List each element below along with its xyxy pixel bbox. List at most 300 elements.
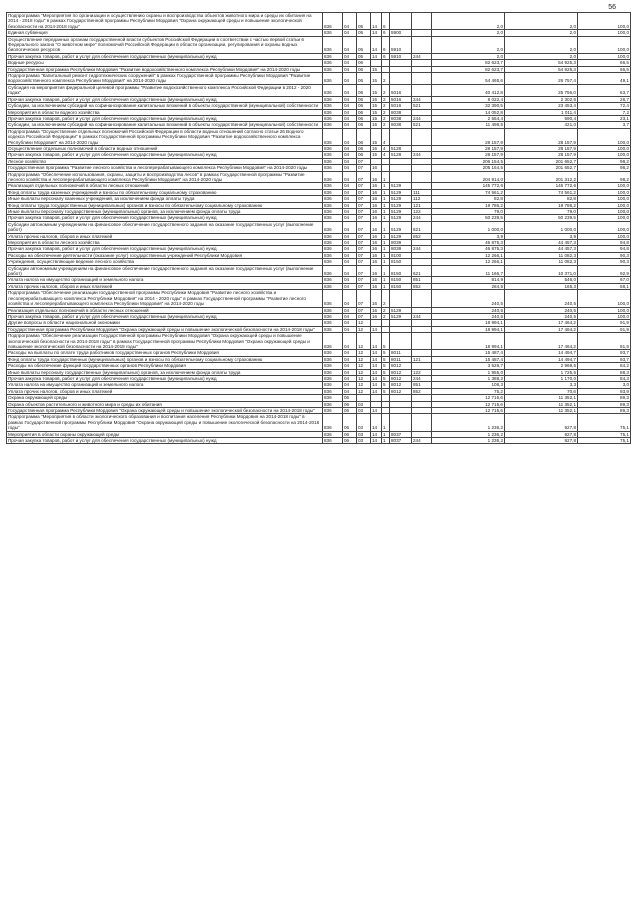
percent-cell: 66,5 xyxy=(578,66,631,72)
code-cell: 2 xyxy=(382,122,390,128)
amount-cell: 12 715,6 xyxy=(432,395,505,401)
code-cell: 621 xyxy=(412,221,432,233)
row-name-cell: Государственная программа Республики Мордовия "Охрана окружающей среды и повышение экологической безопасности на 2014-2018 годы" xyxy=(7,408,323,414)
code-cell: 07 xyxy=(357,307,371,313)
code-cell: 836 xyxy=(323,363,343,369)
percent-cell: 93,7 xyxy=(578,356,631,362)
row-name-cell: Мероприятия в области охраны окружающей среды xyxy=(7,431,323,437)
code-cell: 5 xyxy=(382,388,390,394)
row-name-cell: Мероприятия в области лесного хозяйства xyxy=(7,240,323,246)
amount-cell: 79,0 xyxy=(505,209,578,215)
code-cell: 5128 xyxy=(390,145,412,151)
amount-cell: 546,0 xyxy=(505,277,578,283)
code-cell: 07 xyxy=(357,158,371,164)
amount-cell: 590,4 xyxy=(505,115,578,121)
code-cell: 04 xyxy=(343,66,357,72)
code-cell: 5129 xyxy=(390,307,412,313)
code-cell: 16 xyxy=(371,233,382,239)
percent-cell: 7,2 xyxy=(578,109,631,115)
amount-cell: 28 157,9 xyxy=(505,128,578,145)
code-cell: 16 xyxy=(371,183,382,189)
code-cell: 04 xyxy=(343,320,357,326)
code-cell: 836 xyxy=(323,202,343,208)
code-cell: 14 xyxy=(371,30,382,36)
code-cell: 836 xyxy=(323,438,343,444)
code-cell: 836 xyxy=(323,96,343,102)
row-name-cell: Уплата прочих налогов, сборов и иных платежей xyxy=(7,233,323,239)
code-cell: 1 xyxy=(382,252,390,258)
code-cell: 1 xyxy=(382,414,390,431)
code-cell: 12 xyxy=(357,369,371,375)
code-cell: 04 xyxy=(343,363,357,369)
code-cell: 04 xyxy=(343,307,357,313)
row-name-cell: Уплата налога на имущество организаций и земельного налога xyxy=(7,382,323,388)
amount-cell: 14 052,8 xyxy=(432,109,505,115)
amount-cell: 927,8 xyxy=(505,414,578,431)
code-cell: 07 xyxy=(357,265,371,277)
code-cell: 14 xyxy=(371,414,382,431)
code-cell: 8150 xyxy=(390,265,412,277)
code-cell: 15 xyxy=(371,128,382,145)
code-cell: 5016 xyxy=(390,84,412,96)
code-cell: 5129 xyxy=(390,196,412,202)
code-cell xyxy=(390,171,412,183)
code-cell: 16 xyxy=(371,221,382,233)
amount-cell: 2,0 xyxy=(505,36,578,53)
percent-cell: 28,7 xyxy=(578,96,631,102)
code-cell: 15 xyxy=(371,109,382,115)
code-cell: 04 xyxy=(343,356,357,362)
amount-cell: 11 352,1 xyxy=(505,408,578,414)
amount-cell: 201 652,7 xyxy=(505,158,578,164)
code-cell: 5129 xyxy=(390,183,412,189)
amount-cell: 240,5 xyxy=(505,290,578,307)
row-name-cell: Иные выплаты персоналу государственных (муниципальных) органов, за исключением фонда оплаты труда xyxy=(7,209,323,215)
code-cell: 16 xyxy=(371,202,382,208)
code-cell: 04 xyxy=(343,13,357,30)
row-name-cell: Прочая закупка товаров, работ и услуг для обеспечения государственных (муниципальных) нужд xyxy=(7,313,323,319)
amount-cell: 1 000,0 xyxy=(505,221,578,233)
percent-cell: 94,8 xyxy=(578,246,631,252)
code-cell: 16 xyxy=(371,265,382,277)
code-cell: 1 xyxy=(382,183,390,189)
code-cell: 5129 xyxy=(390,189,412,195)
code-cell: 836 xyxy=(323,240,343,246)
amount-cell: 40 412,8 xyxy=(432,84,505,96)
code-cell: 836 xyxy=(323,13,343,30)
code-cell: 14 xyxy=(371,326,382,332)
page-number: 56 xyxy=(608,4,616,11)
code-cell: 07 xyxy=(357,196,371,202)
amount-cell: 74 561,2 xyxy=(432,189,505,195)
amount-cell: 3,9 xyxy=(432,233,505,239)
code-cell: 836 xyxy=(323,382,343,388)
code-cell: 15 xyxy=(371,152,382,158)
code-cell: 8150 xyxy=(390,259,412,265)
amount-cell: 11 352,1 xyxy=(505,395,578,401)
table-row xyxy=(7,290,631,307)
code-cell: 04 xyxy=(343,283,357,289)
code-cell: 15 xyxy=(371,145,382,151)
code-cell: 12 xyxy=(357,320,371,326)
percent-cell: 75,1 xyxy=(578,414,631,431)
row-name-cell: Субсидии автономным учреждениям на финансовое обеспечение государственного задания на оказание государственных услуг (выполнение работ) xyxy=(7,221,323,233)
row-name-cell: Уплата прочих налогов, сборов и иных платежей xyxy=(7,283,323,289)
amount-cell: 14 494,7 xyxy=(505,356,578,362)
row-name-cell: Мероприятия в области водного хозяйства xyxy=(7,109,323,115)
row-name-cell: Подпрограмма "Обеспечение реализации государственной программы Республики Мордовия "Развитие лесного хозяйства и лесоперерабатывающего комплекса Республики Мордовия" на 2014 - 2020 годы" в рамках Государственной программы "Развитие лесного хозяйства и лесоперерабатывающего комплекса Республики Мордовия" на 2014-2020 годы xyxy=(7,290,323,307)
code-cell: 836 xyxy=(323,36,343,53)
code-cell: 14 xyxy=(371,438,382,444)
percent-cell: 89,3 xyxy=(578,395,631,401)
percent-cell: 94,8 xyxy=(578,240,631,246)
amount-cell: 2,0 xyxy=(505,53,578,59)
code-cell: 1 xyxy=(382,221,390,233)
code-cell: 06 xyxy=(357,73,371,85)
code-cell: 04 xyxy=(343,388,357,394)
amount-cell: 240,5 xyxy=(432,307,505,313)
amount-cell: 12 266,1 xyxy=(432,252,505,258)
code-cell: 5 xyxy=(382,375,390,381)
code-cell: 04 xyxy=(343,171,357,183)
row-name-cell: Фонд оплаты труда государственных (муниципальных) органов и взносы по обязательному социальному страхованию xyxy=(7,202,323,208)
code-cell: 12 xyxy=(357,350,371,356)
code-cell: 2 xyxy=(382,115,390,121)
code-cell: 5129 xyxy=(390,233,412,239)
code-cell: 836 xyxy=(323,209,343,215)
code-cell: 836 xyxy=(323,84,343,96)
code-cell: 16 xyxy=(371,189,382,195)
code-cell: 2 xyxy=(382,96,390,102)
amount-cell: 240,5 xyxy=(432,290,505,307)
percent-cell: 100,0 xyxy=(578,209,631,215)
code-cell: 836 xyxy=(323,171,343,183)
amount-cell: 14 494,7 xyxy=(505,350,578,356)
amount-cell: 11 498,5 xyxy=(432,122,505,128)
code-cell: 04 xyxy=(343,30,357,36)
row-name-cell: Прочая закупка товаров, работ и услуг для обеспечения государственных (муниципальных) нужд xyxy=(7,115,323,121)
amount-cell: 927,8 xyxy=(505,438,578,444)
percent-cell: 100,0 xyxy=(578,307,631,313)
percent-cell: 67,0 xyxy=(578,277,631,283)
percent-cell: 90,3 xyxy=(578,252,631,258)
code-cell: 04 xyxy=(343,240,357,246)
code-cell xyxy=(390,290,412,307)
code-cell: 04 xyxy=(343,313,357,319)
amount-cell: 74 561,2 xyxy=(505,189,578,195)
code-cell: 8012 xyxy=(390,388,412,394)
percent-cell: 100,0 xyxy=(578,152,631,158)
code-cell: 07 xyxy=(357,240,371,246)
code-cell: 1 xyxy=(382,438,390,444)
code-cell: 8038 xyxy=(390,115,412,121)
percent-cell: 3,7 xyxy=(578,122,631,128)
code-cell: 03 xyxy=(357,414,371,431)
code-cell: 1 xyxy=(382,240,390,246)
amount-cell: 206 154,5 xyxy=(432,158,505,164)
code-cell: 836 xyxy=(323,189,343,195)
amount-cell: 12 266,1 xyxy=(432,259,505,265)
code-cell: 12 xyxy=(357,356,371,362)
code-cell: 04 xyxy=(343,277,357,283)
code-cell: 04 xyxy=(343,375,357,381)
code-cell: 16 xyxy=(371,215,382,221)
code-cell: 836 xyxy=(323,221,343,233)
code-cell: 836 xyxy=(323,233,343,239)
row-name-cell: Осуществление отдельных полномочий в области водных отношений xyxy=(7,145,323,151)
code-cell: 1 xyxy=(382,277,390,283)
code-cell: 836 xyxy=(323,283,343,289)
amount-cell: 46 875,3 xyxy=(432,240,505,246)
code-cell: 836 xyxy=(323,109,343,115)
code-cell: 836 xyxy=(323,265,343,277)
code-cell: 1 xyxy=(382,431,390,437)
code-cell: 04 xyxy=(343,326,357,332)
amount-cell: 11 352,1 xyxy=(505,401,578,407)
percent-cell: 93,7 xyxy=(578,350,631,356)
percent-cell: 75,1 xyxy=(578,431,631,437)
amount-cell: 50 239,5 xyxy=(432,215,505,221)
percent-cell: 100,0 xyxy=(578,189,631,195)
code-cell: 836 xyxy=(323,333,343,350)
code-cell: 836 xyxy=(323,259,343,265)
amount-cell: 12 715,6 xyxy=(432,401,505,407)
row-name-cell: Единая субвенция xyxy=(7,30,323,36)
percent-cell: 84,3 xyxy=(578,375,631,381)
code-cell: 04 xyxy=(343,36,357,53)
percent-cell: 92,9 xyxy=(578,265,631,277)
percent-cell: 100,0 xyxy=(578,290,631,307)
percent-cell: 89,3 xyxy=(578,408,631,414)
code-cell: 03 xyxy=(357,401,371,407)
row-name-cell: Реализация отдельных полномочий в области лесных отношений xyxy=(7,307,323,313)
amount-cell: 165,3 xyxy=(505,283,578,289)
table-row xyxy=(7,221,631,233)
amount-cell: 17 464,2 xyxy=(505,326,578,332)
percent-cell: 100,0 xyxy=(578,128,631,145)
row-name-cell: Субсидии автономным учреждениям на финансовое обеспечение государственного задания на оказание государственных услуг (выполнение работ) xyxy=(7,265,323,277)
amount-cell: 25 756,0 xyxy=(505,84,578,96)
code-cell xyxy=(390,73,412,85)
code-cell: 07 xyxy=(357,233,371,239)
code-cell: 244 xyxy=(412,215,432,221)
code-cell: 122 xyxy=(412,209,432,215)
percent-cell: 100,0 xyxy=(578,215,631,221)
code-cell: 836 xyxy=(323,320,343,326)
code-cell: 621 xyxy=(412,265,432,277)
code-cell: 15 xyxy=(371,122,382,128)
code-cell xyxy=(390,414,412,431)
code-cell: 04 xyxy=(343,53,357,59)
percent-cell: 100,0 xyxy=(578,202,631,208)
row-name-cell: Прочая закупка товаров, работ и услуг для обеспечения государственных (муниципальных) нужд xyxy=(7,438,323,444)
amount-cell: 1 170,0 xyxy=(505,375,578,381)
amount-cell: 927,8 xyxy=(505,431,578,437)
amount-cell: 11 082,3 xyxy=(505,259,578,265)
code-cell: 12 xyxy=(357,375,371,381)
percent-cell: 91,9 xyxy=(578,326,631,332)
row-name-cell: Субсидия на мероприятия федеральной целевой программы "Развитие водохозяйственного комплекса Российской Федерации в 2012 - 2020 годах" xyxy=(7,84,323,96)
amount-cell: 23 453,4 xyxy=(505,103,578,109)
code-cell: 4 xyxy=(382,145,390,151)
code-cell: 15 xyxy=(371,66,382,72)
code-cell: 836 xyxy=(323,356,343,362)
code-cell: 244 xyxy=(412,96,432,102)
code-cell: 1 xyxy=(382,171,390,183)
percent-cell: 98,2 xyxy=(578,165,631,171)
amount-cell: 50 239,5 xyxy=(505,215,578,221)
code-cell: 521 xyxy=(412,103,432,109)
code-cell xyxy=(412,128,432,145)
amount-cell: 1 388,2 xyxy=(432,375,505,381)
row-name-cell: Фонд оплаты труда казенных учреждений и взносы по обязательному социальному страхованию xyxy=(7,189,323,195)
row-name-cell: Иные выплаты персоналу государственных (муниципальных) органов, за исключением фонда оплаты труда xyxy=(7,369,323,375)
amount-cell: 1 236,2 xyxy=(432,414,505,431)
code-cell: 836 xyxy=(323,196,343,202)
code-cell: 244 xyxy=(412,115,432,121)
code-cell: 14 xyxy=(371,333,382,350)
amount-cell: 28 157,9 xyxy=(432,152,505,158)
code-cell: 836 xyxy=(323,369,343,375)
row-name-cell: Расходы на обеспечение функций государственных органов Республики Мордовия xyxy=(7,363,323,369)
code-cell: 07 xyxy=(357,313,371,319)
code-cell: 04 xyxy=(343,165,357,171)
code-cell: 2 xyxy=(382,290,390,307)
code-cell: 5016 xyxy=(390,96,412,102)
code-cell: 111 xyxy=(412,189,432,195)
row-name-cell: Расходы на обеспечение деятельности (оказание услуг) государственных учреждений Республики Мордовия xyxy=(7,252,323,258)
code-cell: 04 xyxy=(343,183,357,189)
code-cell: 07 xyxy=(357,209,371,215)
code-cell: 8150 xyxy=(390,283,412,289)
code-cell: 836 xyxy=(323,326,343,332)
code-cell: 07 xyxy=(357,171,371,183)
code-cell: 12 xyxy=(357,388,371,394)
code-cell: 14 xyxy=(371,356,382,362)
code-cell: 14 xyxy=(371,36,382,53)
code-cell: 6 xyxy=(382,30,390,36)
code-cell: 16 xyxy=(371,171,382,183)
code-cell: 836 xyxy=(323,73,343,85)
amount-cell: 18 994,1 xyxy=(432,320,505,326)
code-cell: 8038 xyxy=(390,122,412,128)
code-cell: 5129 xyxy=(390,202,412,208)
code-cell: 04 xyxy=(343,103,357,109)
code-cell: 836 xyxy=(323,414,343,431)
code-cell: 8039 xyxy=(390,240,412,246)
code-cell: 16 xyxy=(371,196,382,202)
code-cell: 836 xyxy=(323,252,343,258)
code-cell: 5 xyxy=(382,363,390,369)
amount-cell: 1 011,4 xyxy=(505,109,578,115)
amount-cell: 3,3 xyxy=(505,382,578,388)
row-name-cell: Прочая закупка товаров, работ и услуг для обеспечения государственных (муниципальных) нужд xyxy=(7,215,323,221)
table-row xyxy=(7,265,631,277)
percent-cell: 100,0 xyxy=(578,233,631,239)
amount-cell: 204 914,0 xyxy=(432,171,505,183)
code-cell: 1 xyxy=(382,189,390,195)
code-cell: 836 xyxy=(323,60,343,66)
row-name-cell: Водные ресурсы xyxy=(7,60,323,66)
amount-cell: 10 371,0 xyxy=(505,265,578,277)
row-name-cell: Государственная программа Республики Мордовия "Охрана окружающей среды и повышение экологической безопасности на 2014-2018 годы" xyxy=(7,326,323,332)
code-cell: 04 xyxy=(343,265,357,277)
code-cell: 04 xyxy=(343,209,357,215)
code-cell: 2 xyxy=(382,109,390,115)
code-cell: 16 xyxy=(371,252,382,258)
code-cell: 07 xyxy=(357,183,371,189)
row-name-cell: Иные выплаты персоналу казенных учреждений, за исключением фонда оплаты труда xyxy=(7,196,323,202)
percent-cell: 100,0 xyxy=(578,221,631,233)
code-cell: 14 xyxy=(371,375,382,381)
amount-cell: 19 786,2 xyxy=(505,202,578,208)
amount-cell: 421,0 xyxy=(505,122,578,128)
code-cell: 04 xyxy=(343,350,357,356)
amount-cell: 1 236,2 xyxy=(432,438,505,444)
amount-cell: 17 464,2 xyxy=(505,333,578,350)
code-cell: 06 xyxy=(357,122,371,128)
amount-cell: 1 236,2 xyxy=(432,431,505,437)
code-cell: 244 xyxy=(412,438,432,444)
code-cell xyxy=(390,333,412,350)
code-cell: 836 xyxy=(323,388,343,394)
code-cell: 12 xyxy=(357,333,371,350)
amount-cell: 2,0 xyxy=(432,13,505,30)
amount-cell: 284,5 xyxy=(432,283,505,289)
code-cell: 07 xyxy=(357,283,371,289)
row-name-cell: Другие вопросы в области национальной экономики xyxy=(7,320,323,326)
amount-cell: 82,8 xyxy=(432,196,505,202)
code-cell: 14 xyxy=(371,388,382,394)
code-cell: 16 xyxy=(371,240,382,246)
code-cell: 04 xyxy=(343,246,357,252)
code-cell: 8011 xyxy=(390,350,412,356)
percent-cell: 100,0 xyxy=(578,53,631,59)
code-cell: 16 xyxy=(371,290,382,307)
code-cell xyxy=(412,13,432,30)
code-cell xyxy=(412,73,432,85)
code-cell: 03 xyxy=(357,431,371,437)
code-cell: 5 xyxy=(382,356,390,362)
amount-cell: 18 994,1 xyxy=(432,333,505,350)
percent-cell: 66,5 xyxy=(578,60,631,66)
code-cell: 15 xyxy=(371,84,382,96)
code-cell: 12 xyxy=(357,363,371,369)
code-cell: 836 xyxy=(323,290,343,307)
amount-cell: 17 464,2 xyxy=(505,320,578,326)
code-cell: 836 xyxy=(323,128,343,145)
amount-cell: 2,0 xyxy=(432,53,505,59)
row-name-cell: Учреждения, осуществляющие ведение лесного хозяйства xyxy=(7,259,323,265)
percent-cell: 91,9 xyxy=(578,333,631,350)
table-row xyxy=(7,333,631,350)
code-cell: 1 xyxy=(382,246,390,252)
amount-cell: 814,9 xyxy=(432,277,505,283)
percent-cell: 100,0 xyxy=(578,30,631,36)
row-name-cell: Субсидии, за исключением субсидий на софинансирование капитальных вложений в объекты государственной (муниципальной) собственности xyxy=(7,122,323,128)
code-cell: 04 xyxy=(343,145,357,151)
code-cell: 8039 xyxy=(390,246,412,252)
percent-cell: 49,1 xyxy=(578,73,631,85)
code-cell: 836 xyxy=(323,395,343,401)
code-cell: 8038 xyxy=(390,109,412,115)
code-cell: 07 xyxy=(357,221,371,233)
code-cell: 851 xyxy=(412,277,432,283)
row-name-cell: Прочая закупка товаров, работ и услуг для обеспечения государственных (муниципальных) нужд xyxy=(7,375,323,381)
code-cell: 5 xyxy=(382,382,390,388)
code-cell: 8100 xyxy=(390,252,412,258)
percent-cell: 100,0 xyxy=(578,196,631,202)
